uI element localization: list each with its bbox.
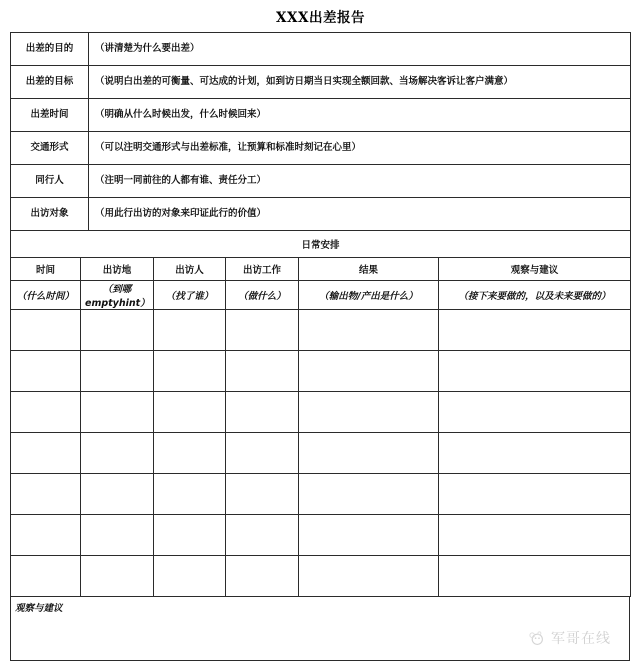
col-hint-person: （找了谁）: [154, 281, 226, 310]
info-hint-transport[interactable]: （可以注明交通形式与出差标准，让预算和标准时刻记在心里）: [89, 132, 631, 165]
info-hint-goal[interactable]: （说明白出差的可衡量、可达成的计划，如到访日期当日实现全额回款、当场解决客诉让客户满意）: [89, 66, 631, 99]
info-row-goal: [11, 66, 631, 99]
cell-observation[interactable]: [439, 433, 631, 474]
col-hint-result: （输出物/产出是什么）: [299, 281, 439, 310]
cell-result[interactable]: [299, 515, 439, 556]
cell-work[interactable]: [226, 310, 299, 351]
cell-time[interactable]: [11, 351, 81, 392]
table-row: [11, 515, 631, 556]
cell-observation[interactable]: [439, 515, 631, 556]
watermark: [528, 628, 611, 648]
schedule-section-row: [11, 231, 631, 258]
info-label-visit-target: 出访对象: [11, 198, 89, 231]
table-row: [11, 310, 631, 351]
cell-result[interactable]: [299, 433, 439, 474]
table-row: [11, 474, 631, 515]
cell-result[interactable]: [299, 474, 439, 515]
col-header-observation: 观察与建议: [439, 258, 631, 281]
cell-place[interactable]: [81, 433, 154, 474]
table-row: [11, 392, 631, 433]
cell-place[interactable]: [81, 515, 154, 556]
cell-person[interactable]: [154, 474, 226, 515]
footer-observation-label: 观察与建议: [15, 603, 63, 614]
cell-result[interactable]: [299, 351, 439, 392]
info-label-transport: 交通形式: [11, 132, 89, 165]
info-row-purpose: [11, 33, 631, 66]
cell-person[interactable]: [154, 392, 226, 433]
col-hint-place: （到哪emptyhint）: [81, 281, 154, 310]
info-hint-companions[interactable]: （注明一同前往的人都有谁、责任分工）: [89, 165, 631, 198]
cell-observation[interactable]: [439, 474, 631, 515]
cell-result[interactable]: [299, 556, 439, 597]
watermark-text: 军哥在线: [551, 631, 611, 647]
col-header-time: 时间: [11, 258, 81, 281]
cell-place[interactable]: [81, 474, 154, 515]
cell-observation[interactable]: [439, 310, 631, 351]
cell-person[interactable]: [154, 433, 226, 474]
cell-observation[interactable]: [439, 556, 631, 597]
info-hint-time[interactable]: （明确从什么时候出发，什么时候回来）: [89, 99, 631, 132]
cell-time[interactable]: [11, 310, 81, 351]
cell-person[interactable]: [154, 556, 226, 597]
col-header-result: 结果: [299, 258, 439, 281]
info-row-visit-target: [11, 198, 631, 231]
cell-result[interactable]: [299, 392, 439, 433]
col-header-place: 出访地: [81, 258, 154, 281]
cell-result[interactable]: [299, 310, 439, 351]
cell-time[interactable]: [11, 392, 81, 433]
info-label-companions: 同行人: [11, 165, 89, 198]
col-header-person: 出访人: [154, 258, 226, 281]
cell-person[interactable]: [154, 310, 226, 351]
daily-schedule-table: [10, 230, 631, 597]
cell-work[interactable]: [226, 515, 299, 556]
table-row: [11, 556, 631, 597]
schedule-hint-row: [11, 281, 631, 310]
cell-observation[interactable]: [439, 351, 631, 392]
cell-place[interactable]: [81, 351, 154, 392]
schedule-header-row: [11, 258, 631, 281]
cell-work[interactable]: [226, 433, 299, 474]
cell-time[interactable]: [11, 474, 81, 515]
col-hint-observation: （接下来要做的，以及未来要做的）: [439, 281, 631, 310]
schedule-section-title: 日常安排: [11, 231, 631, 258]
title-row: [11, 4, 631, 33]
info-hint-purpose[interactable]: （讲清楚为什么要出差）: [89, 33, 631, 66]
info-hint-visit-target[interactable]: （用此行出访的对象来印证此行的价值）: [89, 198, 631, 231]
info-label-goal: 出差的目标: [11, 66, 89, 99]
table-row: [11, 351, 631, 392]
page-title-cell: [11, 4, 631, 33]
info-label-purpose: 出差的目的: [11, 33, 89, 66]
cell-time[interactable]: [11, 515, 81, 556]
col-header-work: 出访工作: [226, 258, 299, 281]
info-row-transport: [11, 132, 631, 165]
cell-person[interactable]: [154, 515, 226, 556]
report-info-table: [10, 4, 631, 231]
cell-place[interactable]: [81, 310, 154, 351]
cell-time[interactable]: [11, 556, 81, 597]
info-row-time: [11, 99, 631, 132]
cell-time[interactable]: [11, 433, 81, 474]
cell-place[interactable]: [81, 556, 154, 597]
cell-place[interactable]: [81, 392, 154, 433]
page-title: XXX出差报告: [276, 9, 365, 26]
col-hint-time: （什么时间）: [11, 281, 81, 310]
footer-observation-box[interactable]: [10, 597, 630, 661]
cell-observation[interactable]: [439, 392, 631, 433]
watermark-logo-icon: [528, 630, 545, 647]
info-label-time: 出差时间: [11, 99, 89, 132]
report-page: [10, 4, 630, 650]
cell-work[interactable]: [226, 556, 299, 597]
info-row-companions: [11, 165, 631, 198]
table-row: [11, 433, 631, 474]
cell-work[interactable]: [226, 351, 299, 392]
cell-work[interactable]: [226, 474, 299, 515]
cell-work[interactable]: [226, 392, 299, 433]
cell-person[interactable]: [154, 351, 226, 392]
col-hint-work: （做什么）: [226, 281, 299, 310]
